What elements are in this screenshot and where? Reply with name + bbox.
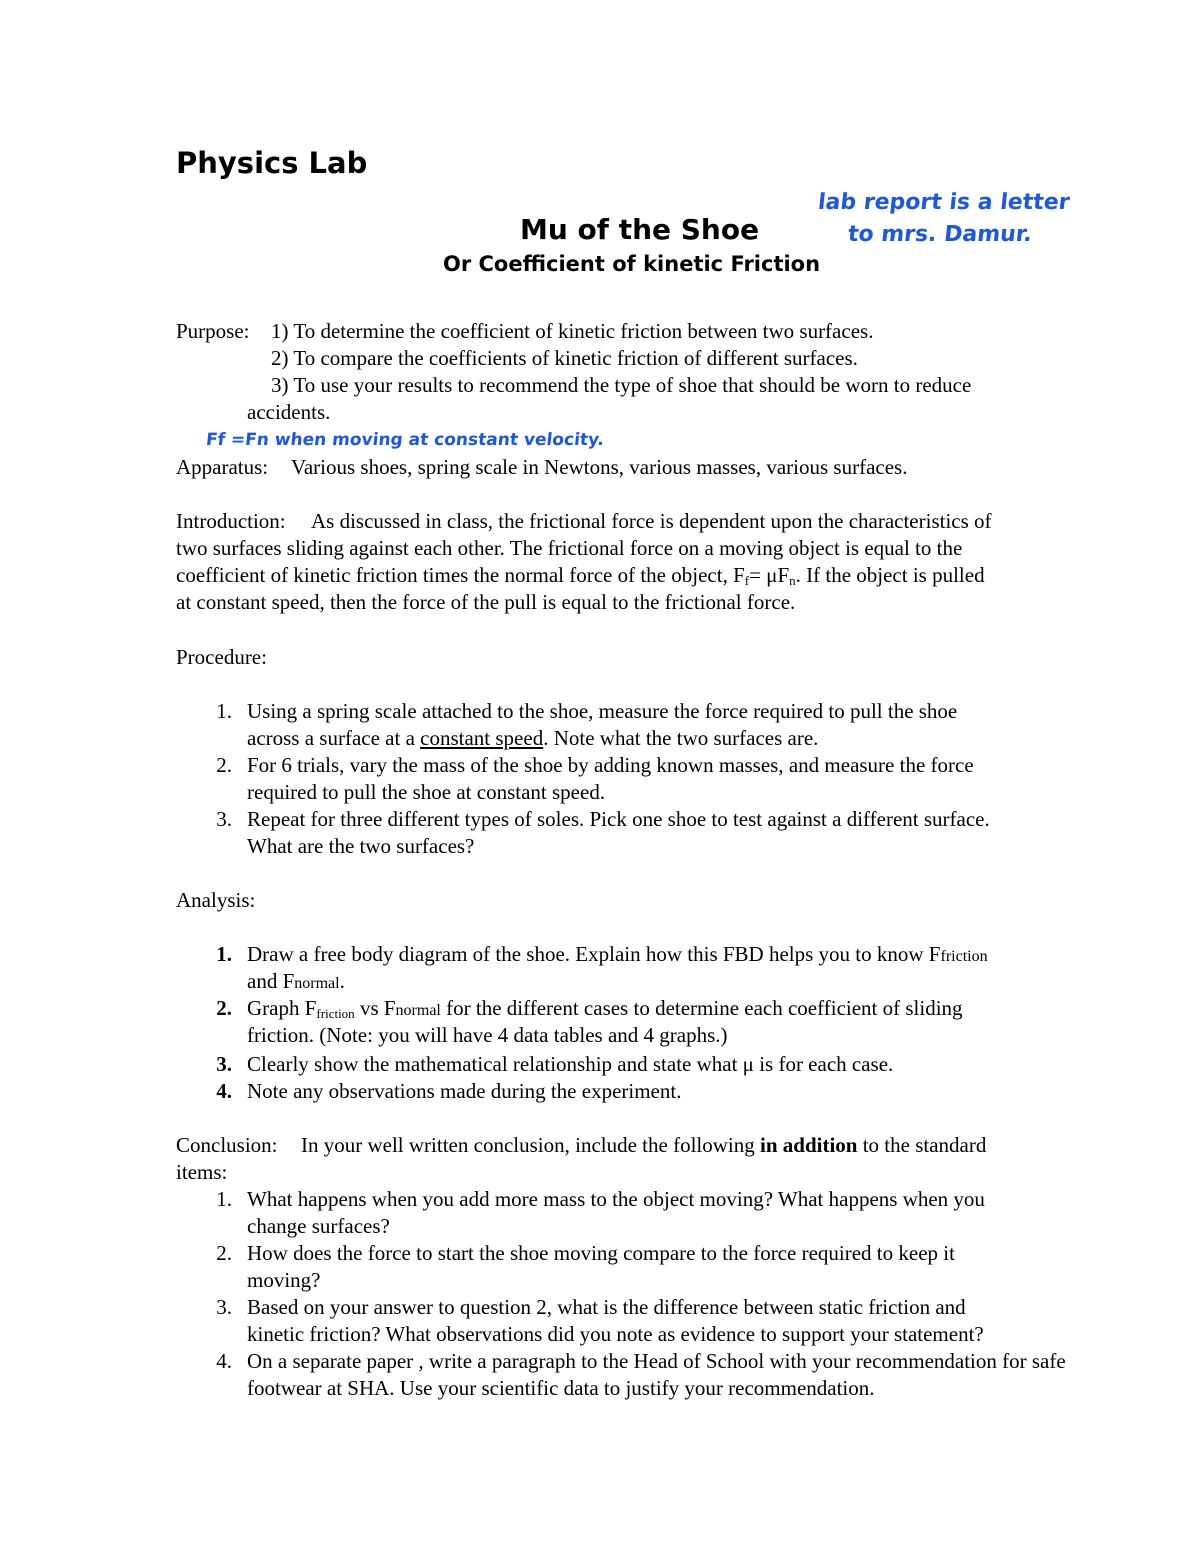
procedure-step-1: Using a spring scale attached to the shoe, measure the force required to pull the shoe — [247, 699, 958, 723]
conclusion-item-4: On a separate paper , write a paragraph to the Head of School with your recommendation for safe — [247, 1349, 1066, 1373]
analysis-item-4: Note any observations made during the experiment. — [247, 1079, 682, 1103]
step-text-end: . Note what the two surfaces are. — [543, 726, 819, 750]
conclusion-number-4: 4. — [216, 1349, 232, 1373]
analysis-number-1: 1. — [216, 942, 232, 966]
procedure-step-1-cont — [247, 726, 818, 751]
page-subtitle: Or Coefficient of kinetic Friction — [443, 252, 821, 276]
analysis-text: Draw a free body diagram of the shoe. Explain how this FBD helps you to know F — [247, 942, 941, 966]
analysis-number-3: 3. — [216, 1052, 232, 1076]
procedure-step-2-cont: required to pull the shoe at constant speed. — [247, 780, 606, 804]
purpose-item-2: 2) To compare the coefficients of kinetic friction of different surfaces. — [271, 346, 858, 370]
conclusion-item-3-cont: kinetic friction? What observations did you note as evidence to support your statement? — [247, 1322, 984, 1346]
conclusion-number-1: 1. — [216, 1187, 232, 1211]
purpose-item-3-cont: accidents. — [247, 400, 331, 424]
intro-text: coefficient of kinetic friction times the normal force of the object, F — [176, 563, 745, 587]
analysis-item-1-cont — [247, 969, 345, 994]
introduction-line-3 — [176, 563, 985, 589]
purpose-item-1: 1) To determine the coefficient of kinetic friction between two surfaces. — [271, 319, 874, 343]
conclusion-number-2: 2. — [216, 1241, 232, 1265]
formula-text: = μF — [749, 563, 790, 587]
conclusion-label: Conclusion: — [176, 1133, 278, 1157]
vs-text: vs F — [354, 996, 396, 1020]
analysis-number-4: 4. — [216, 1079, 232, 1103]
introduction-line-4: at constant speed, then the force of the pull is equal to the frictional force. — [176, 590, 796, 614]
conclusion-item-1: What happens when you add more mass to the object moving? What happens when you — [247, 1187, 985, 1211]
procedure-number-3: 3. — [216, 807, 232, 831]
introduction-label: Introduction: — [176, 509, 286, 533]
procedure-number-1: 1. — [216, 699, 232, 723]
procedure-label: Procedure: — [176, 645, 267, 669]
lab-title: Physics Lab — [176, 146, 368, 180]
bold-text: in addition — [760, 1133, 858, 1157]
friction-label: friction — [940, 948, 988, 965]
analysis-text-end: for the different cases to determine each coefficient of sliding — [440, 996, 963, 1020]
conclusion-item-4-cont: footwear at SHA. Use your scientific data to justify your recommendation. — [247, 1376, 875, 1400]
analysis-item-2 — [247, 996, 963, 1022]
handwritten-note-line1: lab report is a letter — [816, 190, 1071, 215]
conclusion-number-3: 3. — [216, 1295, 232, 1319]
intro-text-end: . If the object is pulled — [795, 563, 985, 587]
conclusion-item-2-cont: moving? — [247, 1268, 321, 1292]
purpose-label: Purpose: — [176, 319, 250, 343]
introduction-line-1: As discussed in class, the frictional force is dependent upon the characteristics of — [311, 509, 992, 533]
subscript-f: f — [744, 573, 750, 588]
apparatus-label: Apparatus: — [176, 455, 269, 479]
normal-label: normal — [294, 975, 340, 992]
conclusion-item-1-cont: change surfaces? — [247, 1214, 390, 1238]
procedure-number-2: 2. — [216, 753, 232, 777]
page-title: Mu of the Shoe — [520, 213, 760, 246]
analysis-text: and F — [247, 969, 295, 993]
introduction-line-2: two surfaces sliding against each other. The frictional force on a moving object is equal to the — [176, 536, 963, 560]
analysis-label: Analysis: — [176, 888, 256, 912]
conclusion-item-3: Based on your answer to question 2, what is the difference between static friction and — [247, 1295, 966, 1319]
conclusion-item-2: How does the force to start the shoe moving compare to the force required to keep it — [247, 1241, 955, 1265]
apparatus-text: Various shoes, spring scale in Newtons, various masses, various surfaces. — [291, 455, 908, 479]
handwritten-apparatus-note: Ff =Fn when moving at constant velocity. — [204, 430, 606, 450]
conclusion-intro-cont: items: — [176, 1160, 228, 1184]
analysis-item-1 — [247, 942, 988, 967]
conclusion-text-end: to the standard — [857, 1133, 987, 1157]
procedure-step-3: Repeat for three different types of soles. Pick one shoe to test against a different surface. — [247, 807, 990, 831]
procedure-step-2: For 6 trials, vary the mass of the shoe by adding known masses, and measure the force — [247, 753, 974, 777]
procedure-step-3-cont: What are the two surfaces? — [247, 834, 475, 858]
subscript-n: n — [789, 573, 796, 588]
step-text: across a surface at a — [247, 726, 421, 750]
purpose-item-3: 3) To use your results to recommend the type of shoe that should be worn to reduce — [271, 373, 972, 397]
analysis-text: Graph F — [247, 996, 317, 1020]
conclusion-intro — [301, 1133, 986, 1158]
period: . — [339, 969, 345, 993]
friction-subscript: friction — [316, 1006, 355, 1021]
handwritten-note-line2: to mrs. Damur. — [846, 222, 1034, 247]
conclusion-text: In your well written conclusion, include the following — [301, 1133, 760, 1157]
analysis-number-2: 2. — [216, 996, 232, 1020]
analysis-item-3: Clearly show the mathematical relationship and state what μ is for each case. — [247, 1052, 894, 1076]
underlined-text: constant speed — [420, 726, 544, 750]
normal-label: normal — [395, 1002, 441, 1019]
analysis-item-2-cont: friction. (Note: you will have 4 data tables and 4 graphs.) — [247, 1023, 728, 1047]
